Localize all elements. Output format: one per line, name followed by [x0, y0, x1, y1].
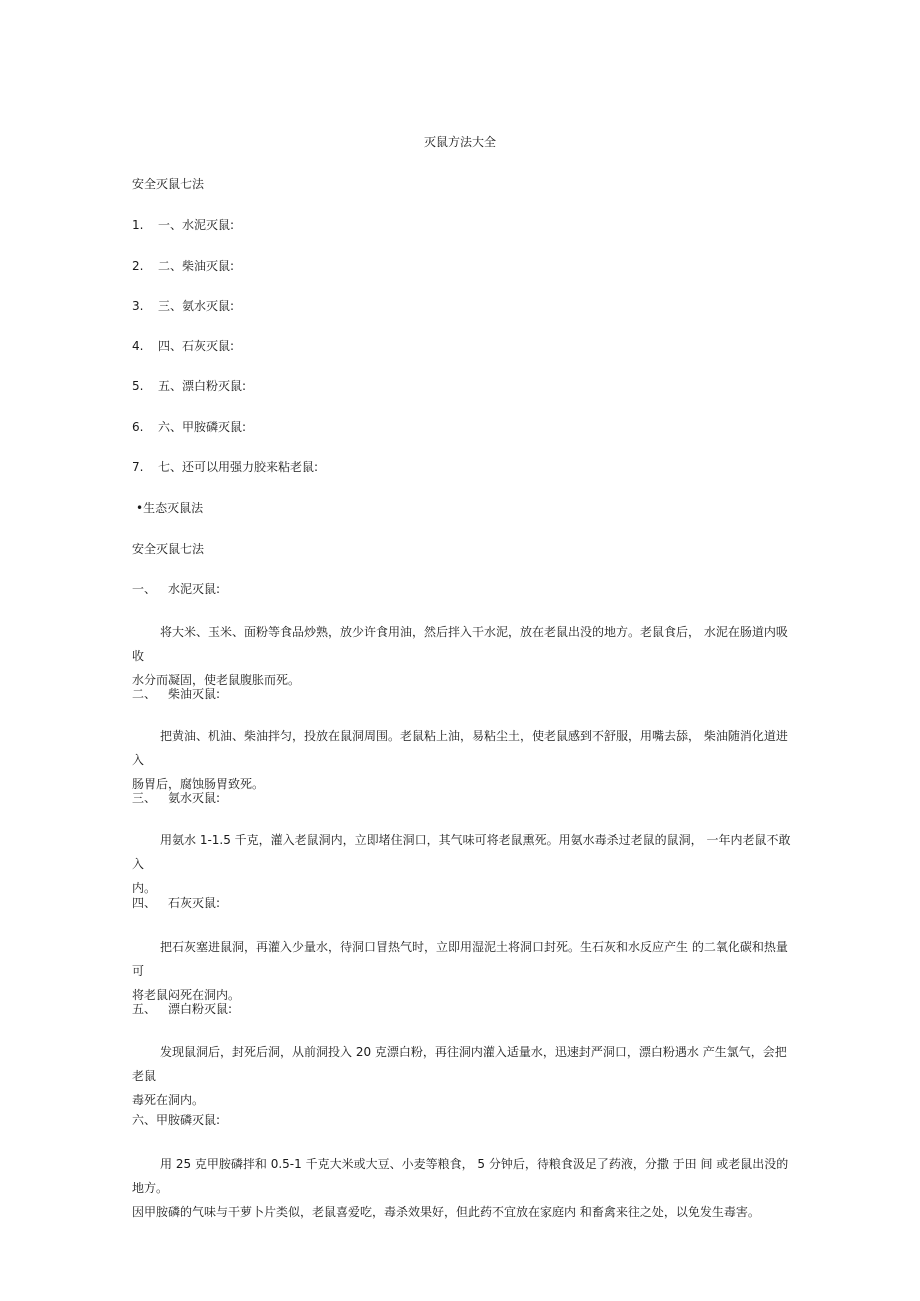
- section-title: [132, 581, 220, 597]
- paragraph-line: 水分而凝固，使老鼠腹胀而死。: [132, 673, 301, 687]
- paragraph-line: 肠胃后，腐蚀肠胃致死。: [132, 777, 265, 791]
- section-title: [132, 686, 220, 702]
- toc-heading: 安全灭鼠七法: [132, 177, 205, 191]
- document-title: 灭鼠方法大全: [423, 135, 496, 149]
- toc-number: 6.: [132, 420, 144, 434]
- section-heading: 安全灭鼠七法: [132, 542, 205, 556]
- section-mark: 四、: [132, 896, 157, 910]
- section-paragraph: [132, 828, 792, 900]
- section-title-text: 水泥灭鼠:: [168, 582, 221, 596]
- toc-number: 1.: [132, 218, 144, 232]
- paragraph-line: 毒死在洞内。: [132, 1093, 205, 1107]
- section-mark: 二、: [132, 687, 157, 701]
- paragraph-line: 用 25 克甲胺磷拌和 0.5-1 千克大米或大豆、小麦等粮食， 5 分钟后，待粮食汲足了药液，分撒 于田 间 或老鼠出没的地方。: [132, 1157, 789, 1195]
- paragraph-line: 内。: [132, 881, 157, 895]
- section-mark: 一、: [132, 582, 157, 596]
- toc-item: [132, 459, 318, 475]
- section-title-text: 漂白粉灭鼠:: [168, 1002, 233, 1016]
- paragraph-line: 发现鼠洞后，封死后洞，从前洞投入 20 克漂白粉，再往洞内灌入适量水，迅速封严洞口，漂白粉遇水 产生氯气，会把老鼠: [132, 1045, 787, 1083]
- toc-text: 七、还可以用强力胶来粘老鼠:: [158, 460, 319, 474]
- paragraph-line: 把石灰塞进鼠洞，再灌入少量水，待洞口冒热气时，立即用湿泥土将洞口封死。生石灰和水反应产生 的二氧化碳和热量可: [132, 940, 788, 978]
- toc-item: [132, 419, 246, 435]
- bullet-item: •生态灭鼠法: [136, 501, 204, 515]
- toc-number: 2.: [132, 259, 144, 273]
- section-paragraph: [132, 620, 792, 692]
- section-title-text: 氨水灭鼠:: [168, 791, 221, 805]
- section-title: [132, 790, 220, 806]
- section-title-text: 六、甲胺磷灭鼠:: [132, 1113, 221, 1127]
- section-paragraph: [132, 935, 792, 1007]
- toc-item: [132, 258, 234, 274]
- toc-text: 一、水泥灭鼠:: [158, 218, 235, 232]
- toc-number: 7.: [132, 460, 144, 474]
- toc-text: 三、氨水灭鼠:: [158, 299, 235, 313]
- paragraph-line: 将大米、玉米、面粉等食品炒熟，放少许食用油，然后拌入干水泥，放在老鼠出没的地方。老鼠食后， 水泥在肠道内吸收: [132, 625, 788, 663]
- section-paragraph: [132, 1040, 792, 1112]
- section-paragraph: [132, 724, 792, 796]
- toc-item: [132, 378, 246, 394]
- toc-item: [132, 338, 234, 354]
- toc-number: 4.: [132, 339, 144, 353]
- toc-text: 二、柴油灭鼠:: [158, 259, 235, 273]
- section-title: [132, 1112, 220, 1128]
- paragraph-line: 把黄油、机油、柴油拌匀，投放在鼠洞周围。老鼠粘上油，易粘尘土，使老鼠感到不舒服，用嘴去舔， 柴油随消化道进入: [132, 729, 788, 767]
- section-mark: 三、: [132, 791, 157, 805]
- toc-item: [132, 217, 234, 233]
- toc-text: 四、石灰灭鼠:: [158, 339, 235, 353]
- toc-number: 3.: [132, 299, 144, 313]
- paragraph-line: 将老鼠闷死在洞内。: [132, 988, 241, 1002]
- section-title-text: 石灰灭鼠:: [168, 896, 221, 910]
- paragraph-line: 用氨水 1-1.5 千克，灌入老鼠洞内，立即堵住洞口，其气味可将老鼠熏死。用氨水毒杀过老鼠的鼠洞， 一年内老鼠不敢入: [132, 833, 791, 871]
- section-paragraph: [132, 1152, 792, 1224]
- section-mark: 五、: [132, 1002, 157, 1016]
- paragraph-line: 因甲胺磷的气味与干萝卜片类似，老鼠喜爱吃，毒杀效果好，但此药不宜放在家庭内 和畜禽来往之处，以免发生毒害。: [132, 1205, 760, 1219]
- toc-text: 六、甲胺磷灭鼠:: [158, 420, 247, 434]
- section-title-text: 柴油灭鼠:: [168, 687, 221, 701]
- toc-item: [132, 298, 234, 314]
- section-title: [132, 895, 220, 911]
- section-title: [132, 1001, 232, 1017]
- toc-text: 五、漂白粉灭鼠:: [158, 379, 247, 393]
- toc-number: 5.: [132, 379, 144, 393]
